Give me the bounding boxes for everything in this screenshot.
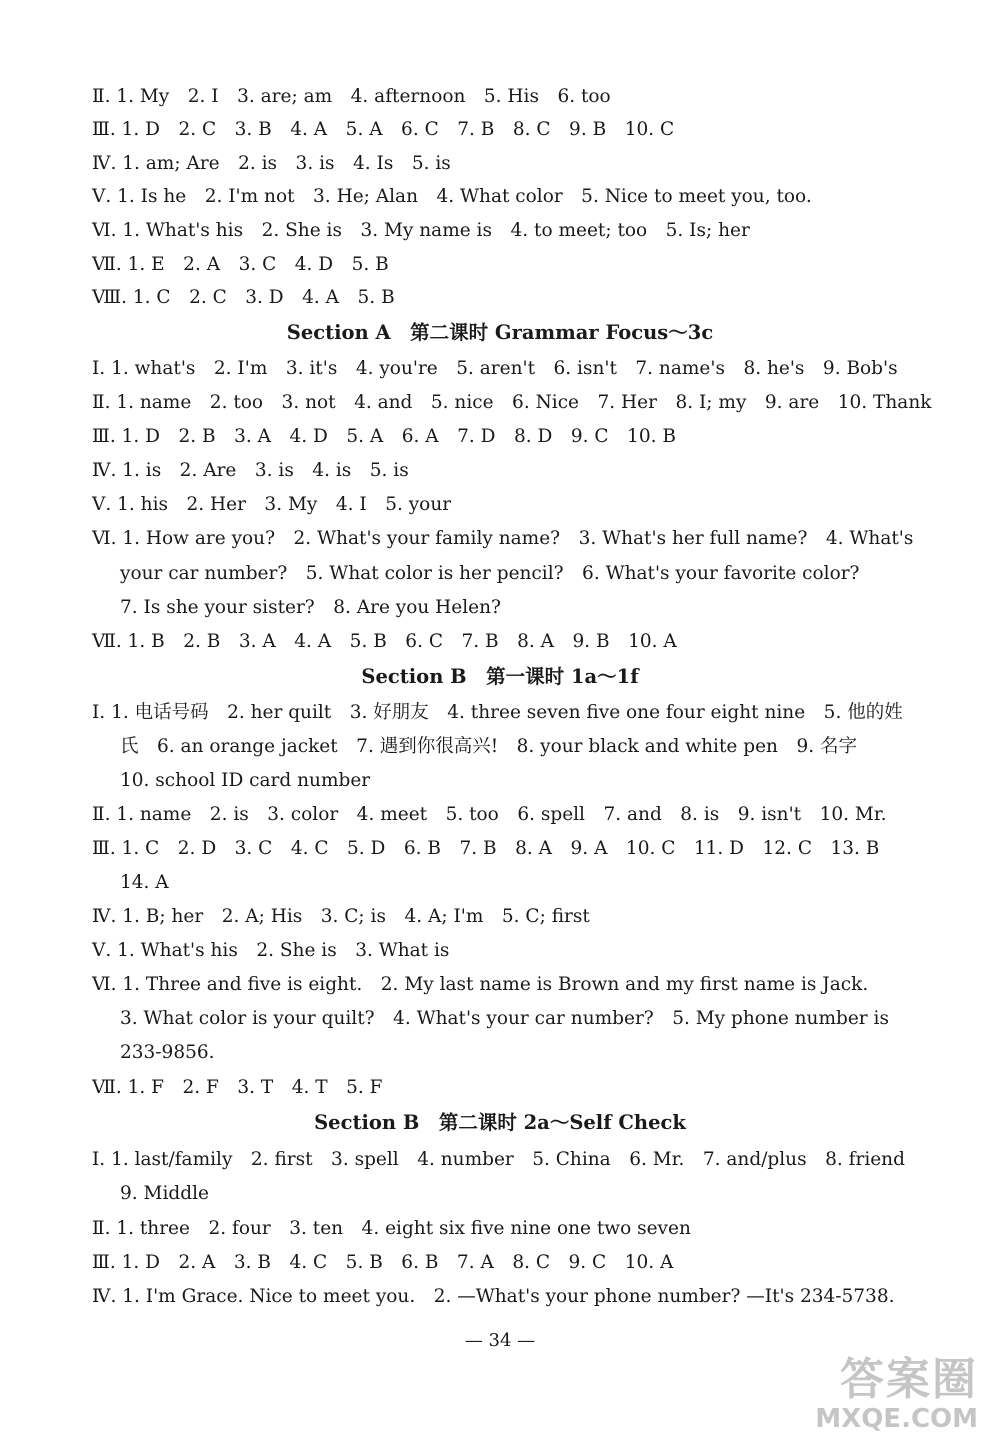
answer-line: Ⅳ. 1. I'm Grace. Nice to meet you. 2. —What's your phone number? —It's 234-5738. — [92, 1286, 895, 1307]
answer-line: Ⅴ. 1. What's his 2. She is 3. What is — [92, 940, 450, 961]
answer-line: Ⅵ. 1. How are you? 2. What's your family name? 3. What's her full name? 4. What's — [92, 528, 914, 549]
answer-line: 14. A — [120, 872, 169, 893]
answer-line: Ⅳ. 1. is 2. Are 3. is 4. is 5. is — [92, 460, 409, 481]
answer-line: 9. Middle — [120, 1183, 209, 1204]
answer-line: Ⅵ. 1. Three and five is eight. 2. My last name is Brown and my first name is Jack. — [92, 974, 869, 995]
section-heading: Section B 第二课时 2a～Self Check — [314, 1111, 686, 1134]
answer-line: your car number? 5. What color is her pencil? 6. What's your favorite color? — [120, 563, 860, 584]
site-logo-url: MXQE.COM — [815, 1404, 978, 1434]
answer-line: Ⅱ. 1. My 2. I 3. are; am 4. afternoon 5. His 6. too — [92, 86, 611, 107]
answer-line: 7. Is she your sister? 8. Are you Helen? — [120, 597, 501, 618]
answer-line: Ⅱ. 1. name 2. is 3. color 4. meet 5. too 6. spell 7. and 8. is 9. isn't 10. Mr. — [92, 804, 887, 825]
answer-line: Ⅲ. 1. D 2. A 3. B 4. C 5. B 6. B 7. A 8. C 9. C 10. A — [92, 1252, 674, 1273]
answer-line: Ⅱ. 1. name 2. too 3. not 4. and 5. nice 6. Nice 7. Her 8. I; my 9. are 10. Thank — [92, 392, 932, 413]
answer-line: Ⅴ. 1. his 2. Her 3. My 4. I 5. your — [92, 494, 452, 515]
answer-line: Ⅰ. 1. 电话号码 2. her quilt 3. 好朋友 4. three seven five one four eight nine 5. 他的姓 — [92, 702, 903, 723]
answer-line: Ⅶ. 1. B 2. B 3. A 4. A 5. B 6. C 7. B 8. A 9. B 10. A — [92, 631, 677, 652]
answer-line: 3. What color is your quilt? 4. What's your car number? 5. My phone number is — [120, 1008, 889, 1029]
answer-line: Ⅰ. 1. last/family 2. first 3. spell 4. number 5. China 6. Mr. 7. and/plus 8. friend — [92, 1149, 905, 1170]
page-number: — 34 — — [464, 1330, 536, 1351]
answer-line: Ⅰ. 1. what's 2. I'm 3. it's 4. you're 5. aren't 6. isn't 7. name's 8. he's 9. Bob's — [92, 358, 898, 379]
answer-line: Ⅳ. 1. B; her 2. A; His 3. C; is 4. A; I'm 5. C; first — [92, 906, 590, 927]
site-logo — [815, 1356, 978, 1434]
section-heading: Section A 第二课时 Grammar Focus～3c — [286, 321, 714, 344]
answer-line: Ⅲ. 1. D 2. B 3. A 4. D 5. A 6. A 7. D 8. D 9. C 10. B — [92, 426, 676, 447]
section-heading: Section B 第一课时 1a～1f — [361, 665, 639, 688]
answer-line: Ⅵ. 1. What's his 2. She is 3. My name is 4. to meet; too 5. Is; her — [92, 220, 750, 241]
answer-line: Ⅶ. 1. E 2. A 3. C 4. D 5. B — [92, 254, 389, 275]
answer-line: Ⅶ. 1. F 2. F 3. T 4. T 5. F — [92, 1077, 383, 1098]
site-logo-text: 答案圈 — [840, 1354, 978, 1405]
answer-line: Ⅱ. 1. three 2. four 3. ten 4. eight six five nine one two seven — [92, 1218, 691, 1239]
answer-line: 10. school ID card number — [120, 770, 371, 791]
answer-line: 233-9856. — [120, 1042, 215, 1063]
answer-line: Ⅲ. 1. C 2. D 3. C 4. C 5. D 6. B 7. B 8. A 9. A 10. C 11. D 12. C 13. B — [92, 838, 880, 859]
answer-line: Ⅳ. 1. am; Are 2. is 3. is 4. Is 5. is — [92, 153, 451, 174]
answer-line: 氏 6. an orange jacket 7. 遇到你很高兴! 8. your black and white pen 9. 名字 — [120, 736, 857, 757]
answer-line: Ⅴ. 1. Is he 2. I'm not 3. He; Alan 4. What color 5. Nice to meet you, too. — [92, 186, 812, 207]
answer-line: Ⅷ. 1. C 2. C 3. D 4. A 5. B — [92, 287, 395, 308]
answer-line: Ⅲ. 1. D 2. C 3. B 4. A 5. A 6. C 7. B 8. C 9. B 10. C — [92, 119, 675, 140]
